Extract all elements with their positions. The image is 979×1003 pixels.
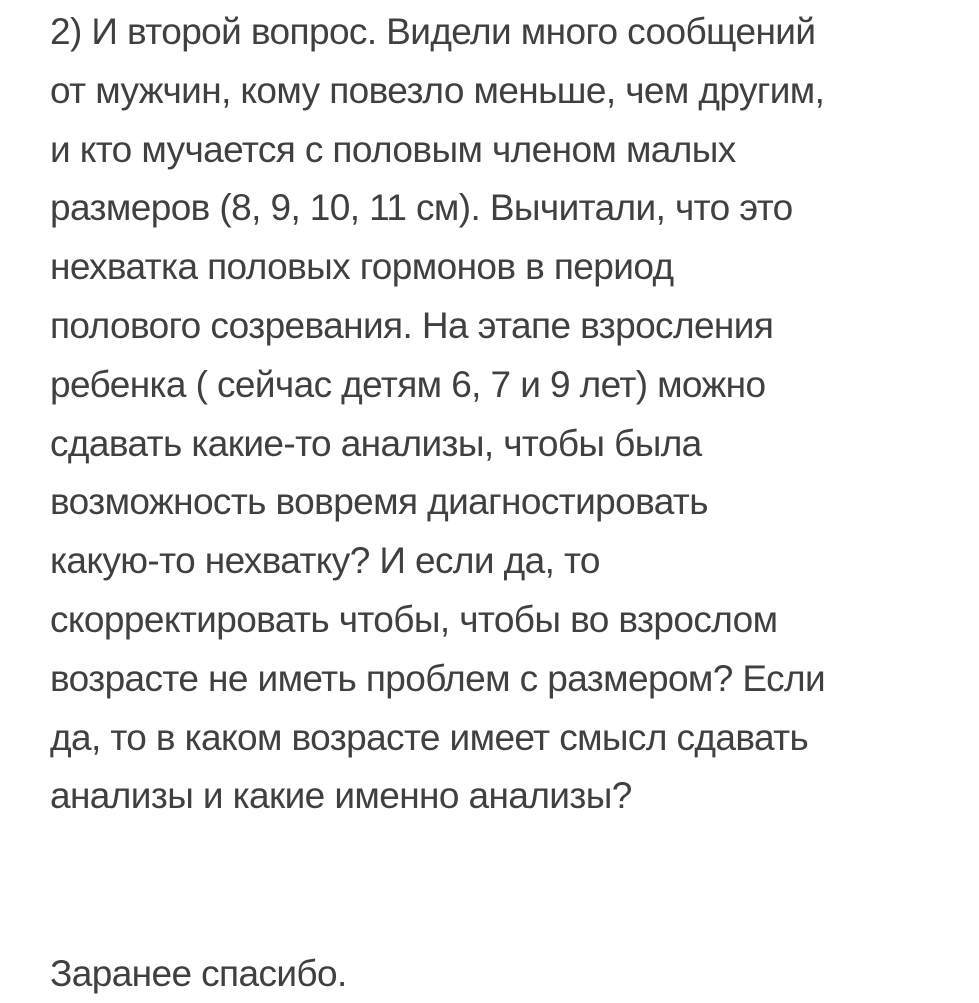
message-line: возрасте не иметь проблем с размером? Если: [50, 657, 826, 699]
message-line: скорректировать чтобы, чтобы во взрослом: [50, 598, 778, 640]
message-line: возможность вовремя диагностировать: [50, 481, 708, 523]
message-body: [50, 0, 950, 826]
closing-text: Заранее спасибо.: [50, 953, 347, 994]
message-line: и кто мучается с половым членом малых: [50, 128, 736, 170]
message-line: от мужчин, кому повезло меньше, чем другим,: [50, 69, 825, 111]
message-line: ребенка ( сейчас детям 6, 7 и 9 лет) можно: [50, 363, 766, 405]
message-line: да, то в каком возрасте имеет смысл сдавать: [50, 716, 809, 758]
message-line: размеров (8, 9, 10, 11 см). Вычитали, что это: [50, 187, 793, 229]
message-line: какую-то нехватку? И если да, то: [50, 540, 600, 582]
message-line: 2) И второй вопрос. Видели много сообщений: [50, 11, 816, 52]
message-line: полового созревания. На этапе взросления: [50, 304, 774, 346]
message-line: анализы и какие именно анализы?: [50, 775, 632, 817]
message-line: нехватка половых гормонов в период: [50, 246, 674, 288]
message-line: сдавать какие-то анализы, чтобы была: [50, 422, 702, 464]
